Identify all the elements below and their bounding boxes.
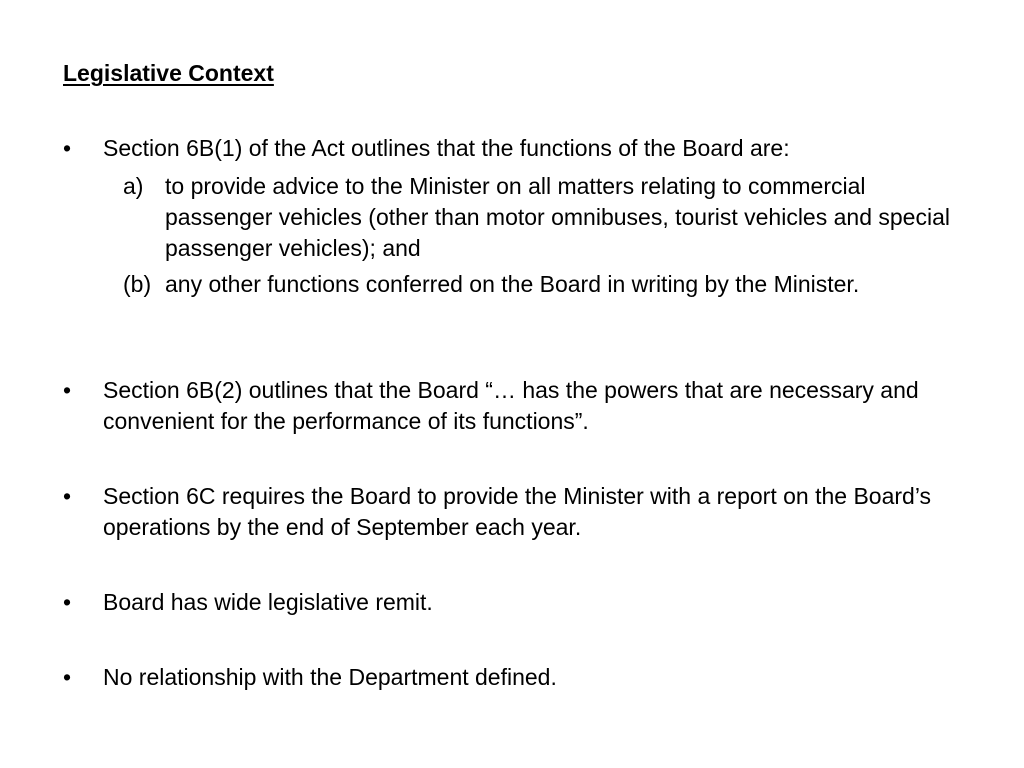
bullet-text: Section 6B(2) outlines that the Board “… has the powers that are necessary and convenient for the performance of its functions”. bbox=[103, 377, 919, 434]
bullet-icon: • bbox=[63, 135, 72, 161]
sub-item-text: any other functions conferred on the Board in writing by the Minister. bbox=[165, 271, 860, 297]
bullet-item bbox=[63, 375, 993, 439]
bullet-item bbox=[63, 662, 993, 694]
bullet-icon: • bbox=[63, 589, 72, 615]
bullet-icon: • bbox=[63, 377, 72, 403]
sub-item bbox=[123, 269, 983, 333]
bullet-text: Board has wide legislative remit. bbox=[103, 589, 433, 615]
bullet-item bbox=[63, 587, 993, 619]
bullet-icon: • bbox=[63, 483, 72, 509]
sub-item-marker: (b) bbox=[123, 271, 152, 297]
bullet-icon: • bbox=[63, 664, 72, 690]
bullet-item bbox=[63, 481, 993, 545]
sub-item-marker: a) bbox=[123, 173, 144, 199]
bullet-text: No relationship with the Department defined. bbox=[103, 664, 557, 690]
slide-title: Legislative Context bbox=[63, 60, 274, 86]
sub-item bbox=[123, 171, 983, 265]
bullet-text: Section 6B(1) of the Act outlines that the functions of the Board are: bbox=[103, 135, 790, 161]
sub-item-text: to provide advice to the Minister on all matters relating to commercial passenger vehicles (other than motor omnibuses, tourist vehicles and special passenger vehicles); and bbox=[165, 173, 950, 261]
bullet-item bbox=[63, 133, 993, 165]
bullet-text: Section 6C requires the Board to provide the Minister with a report on the Board’s operations by the end of September each year. bbox=[103, 483, 932, 540]
